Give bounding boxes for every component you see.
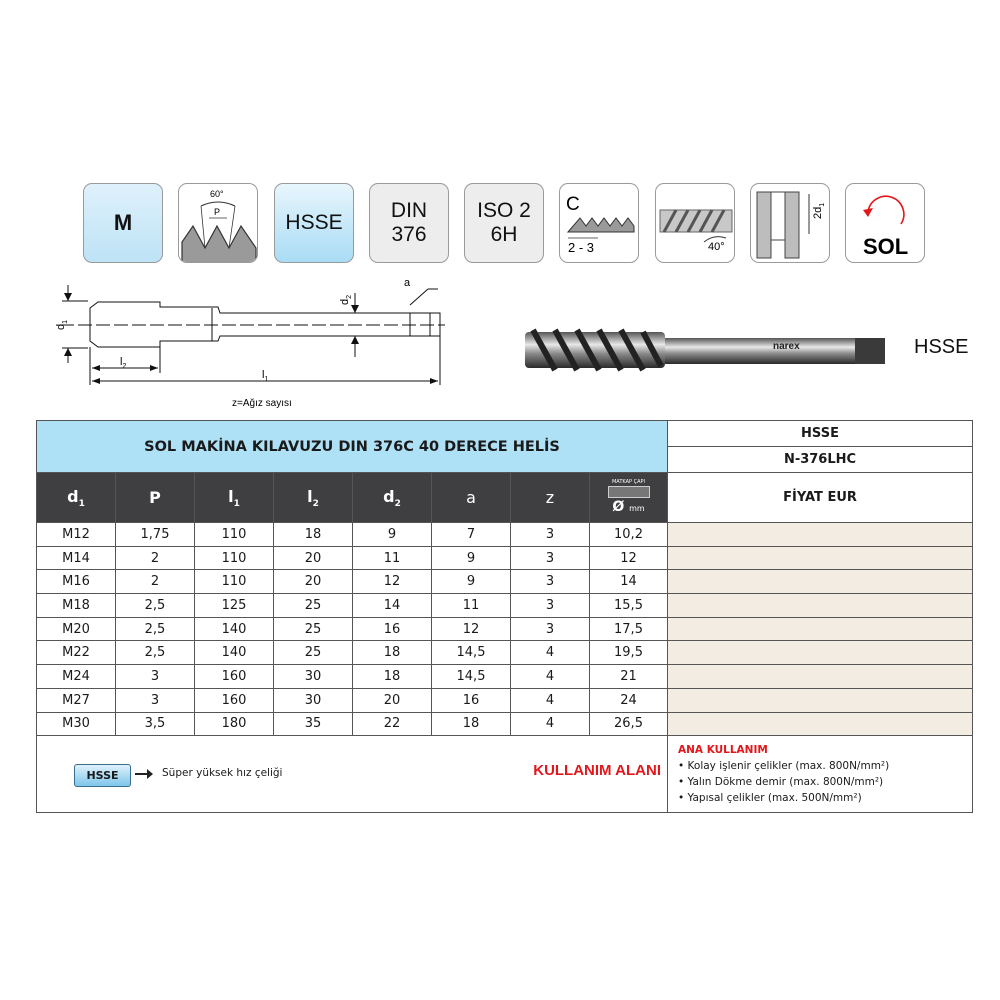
iso-line1: ISO 2 — [477, 199, 531, 222]
table-title: SOL MAKİNA KILAVUZU DIN 376C 40 DERECE HELİS — [37, 421, 668, 473]
table-cell: 11 — [432, 594, 511, 618]
d1-label: $d_1$ — [55, 319, 69, 330]
table-cell: 4 — [511, 712, 590, 736]
col-header-l1: $l_1$ — [195, 473, 274, 523]
table-cell: 12 — [590, 546, 668, 570]
table-cell: 20 — [274, 546, 353, 570]
table-cell: 140 — [195, 617, 274, 641]
table-cell: 30 — [274, 665, 353, 689]
table-cell: M14 — [37, 546, 116, 570]
feature-badges — [83, 183, 928, 265]
table-cell: M16 — [37, 570, 116, 594]
table-cell: 16 — [353, 617, 432, 641]
table-cell: 3 — [116, 665, 195, 689]
table-cell: 2 — [116, 570, 195, 594]
table-cell: 25 — [274, 641, 353, 665]
thread-profile-icon — [179, 184, 258, 263]
hole-depth-icon — [751, 184, 830, 263]
arrow-right-icon — [135, 773, 149, 775]
table-cell: M18 — [37, 594, 116, 618]
din-line1: DIN — [390, 199, 428, 222]
table-cell: 25 — [274, 594, 353, 618]
table-row — [37, 688, 973, 712]
table-cell: M27 — [37, 688, 116, 712]
table-cell: 3 — [116, 688, 195, 712]
pitch-text: P — [214, 207, 221, 217]
col-header-l2: $l_2$ — [274, 473, 353, 523]
table-cell: 140 — [195, 641, 274, 665]
table-cell: 2 — [116, 546, 195, 570]
table-cell: 180 — [195, 712, 274, 736]
col-header-p: P — [116, 473, 195, 523]
usage-item: • Kolay işlenir çelikler (max. 800N/mm²) — [678, 760, 890, 773]
usage-info — [668, 736, 973, 813]
table-cell: 18 — [353, 665, 432, 689]
footer-legend-cell — [37, 736, 668, 813]
table-cell: 4 — [511, 641, 590, 665]
thread-type-badge — [83, 183, 163, 263]
table-row — [37, 523, 973, 547]
table-cell: 4 — [511, 665, 590, 689]
table-cell: 18 — [353, 641, 432, 665]
a-label: a — [404, 277, 411, 289]
price-cell — [668, 617, 973, 641]
price-cell — [668, 523, 973, 547]
table-cell: 16 — [432, 688, 511, 712]
table-row — [37, 570, 973, 594]
price-cell — [668, 712, 973, 736]
table-cell: 2,5 — [116, 641, 195, 665]
table-cell: 125 — [195, 594, 274, 618]
left-rotation-icon — [846, 184, 925, 263]
table-cell: 9 — [432, 570, 511, 594]
table-row — [37, 546, 973, 570]
price-cell — [668, 665, 973, 689]
price-cell — [668, 570, 973, 594]
table-cell: 110 — [195, 523, 274, 547]
iso-badge — [464, 183, 544, 263]
brand-logo: narex — [773, 341, 800, 352]
chamfer-badge — [559, 183, 639, 263]
din-badge — [369, 183, 449, 263]
col-header-z: z — [511, 473, 590, 523]
col-header-d1: $d_1$ — [37, 473, 116, 523]
usage-area-label: KULLANIM ALANI — [533, 762, 661, 780]
direction-badge — [845, 183, 925, 263]
material-label: HSSE — [285, 211, 343, 234]
table-cell: 21 — [590, 665, 668, 689]
table-row — [37, 594, 973, 618]
table-cell: 9 — [353, 523, 432, 547]
table-cell: 7 — [432, 523, 511, 547]
table-row — [37, 665, 973, 689]
product-material-label: HSSE — [914, 336, 969, 358]
l2-label: $l_2$ — [120, 356, 127, 370]
table-cell: 14,5 — [432, 665, 511, 689]
table-cell: 12 — [353, 570, 432, 594]
article-code: N-376LHC — [668, 447, 973, 473]
table-cell: 22 — [353, 712, 432, 736]
table-cell: M30 — [37, 712, 116, 736]
tap-dimension-drawing — [40, 275, 460, 415]
table-cell: 18 — [274, 523, 353, 547]
table-cell: 3,5 — [116, 712, 195, 736]
column-header-row — [37, 473, 973, 523]
drill-symbol: Ø — [612, 498, 625, 515]
table-cell: 2,5 — [116, 594, 195, 618]
drill-unit: mm — [629, 503, 645, 513]
table-cell: 24 — [590, 688, 668, 712]
l1-label: $l_1$ — [262, 369, 269, 383]
price-cell — [668, 594, 973, 618]
table-cell: 30 — [274, 688, 353, 712]
chamfer-range: 2 - 3 — [568, 240, 595, 255]
direction-text: SOL — [863, 234, 909, 259]
chamfer-icon — [560, 184, 639, 263]
din-line2: 376 — [391, 223, 427, 246]
table-cell: 4 — [511, 688, 590, 712]
table-cell: 3 — [511, 523, 590, 547]
table-cell: M24 — [37, 665, 116, 689]
usage-item: • Yalın Dökme demir (max. 800N/mm²) — [678, 776, 884, 789]
table-cell: 14 — [590, 570, 668, 594]
table-cell: 3 — [511, 617, 590, 641]
thread-profile-badge — [178, 183, 258, 263]
price-header: FİYAT EUR — [668, 473, 973, 523]
col-header-d2: $d_2$ — [353, 473, 432, 523]
usage-title: ANA KULLANIM — [678, 744, 768, 757]
depth-badge — [750, 183, 830, 263]
table-cell: 11 — [353, 546, 432, 570]
angle-text: 60° — [210, 189, 224, 199]
table-cell: 160 — [195, 688, 274, 712]
drill-caption: MATKAP ÇAPI — [611, 478, 646, 485]
chamfer-letter: C — [566, 194, 580, 215]
table-cell: 110 — [195, 570, 274, 594]
drill-icon — [608, 486, 650, 498]
table-cell: 10,2 — [590, 523, 668, 547]
table-cell: M22 — [37, 641, 116, 665]
price-cell — [668, 546, 973, 570]
table-cell: 35 — [274, 712, 353, 736]
table-cell: 26,5 — [590, 712, 668, 736]
table-cell: 3 — [511, 594, 590, 618]
thread-type-label: M — [113, 210, 133, 235]
table-cell: 3 — [511, 546, 590, 570]
iso-line2: 6H — [490, 223, 518, 246]
table-cell: 3 — [511, 570, 590, 594]
table-cell: 19,5 — [590, 641, 668, 665]
price-cell — [668, 641, 973, 665]
depth-text: $2d_1$ — [812, 202, 826, 219]
table-cell: 25 — [274, 617, 353, 641]
material-header: HSSE — [668, 421, 973, 447]
legend-hsse-badge: HSSE — [74, 764, 131, 787]
helix-angle-icon — [656, 184, 735, 263]
table-cell: 14 — [353, 594, 432, 618]
table-cell: 17,5 — [590, 617, 668, 641]
table-cell: 110 — [195, 546, 274, 570]
helix-angle-text: 40° — [708, 241, 725, 253]
usage-item: • Yapısal çelikler (max. 500N/mm²) — [678, 792, 862, 805]
table-cell: 160 — [195, 665, 274, 689]
table-cell: 9 — [432, 546, 511, 570]
table-cell: 18 — [432, 712, 511, 736]
table-cell: 20 — [274, 570, 353, 594]
table-cell: M12 — [37, 523, 116, 547]
tap-spec-table — [36, 420, 973, 813]
table-cell: 20 — [353, 688, 432, 712]
table-cell: 1,75 — [116, 523, 195, 547]
table-cell: 2,5 — [116, 617, 195, 641]
teeth-caption: z=Ağız sayısı — [232, 398, 292, 409]
table-cell: 14,5 — [432, 641, 511, 665]
tap-product-image — [515, 318, 895, 378]
table-cell: 15,5 — [590, 594, 668, 618]
helix-badge — [655, 183, 735, 263]
col-header-drill — [590, 473, 668, 523]
table-cell: 12 — [432, 617, 511, 641]
material-badge — [274, 183, 354, 263]
d2-label: $d_2$ — [339, 294, 353, 305]
table-row — [37, 641, 973, 665]
price-cell — [668, 688, 973, 712]
table-row — [37, 712, 973, 736]
legend-text: Süper yüksek hız çeliği — [162, 767, 283, 780]
table-row — [37, 617, 973, 641]
table-cell: M20 — [37, 617, 116, 641]
col-header-a: a — [432, 473, 511, 523]
